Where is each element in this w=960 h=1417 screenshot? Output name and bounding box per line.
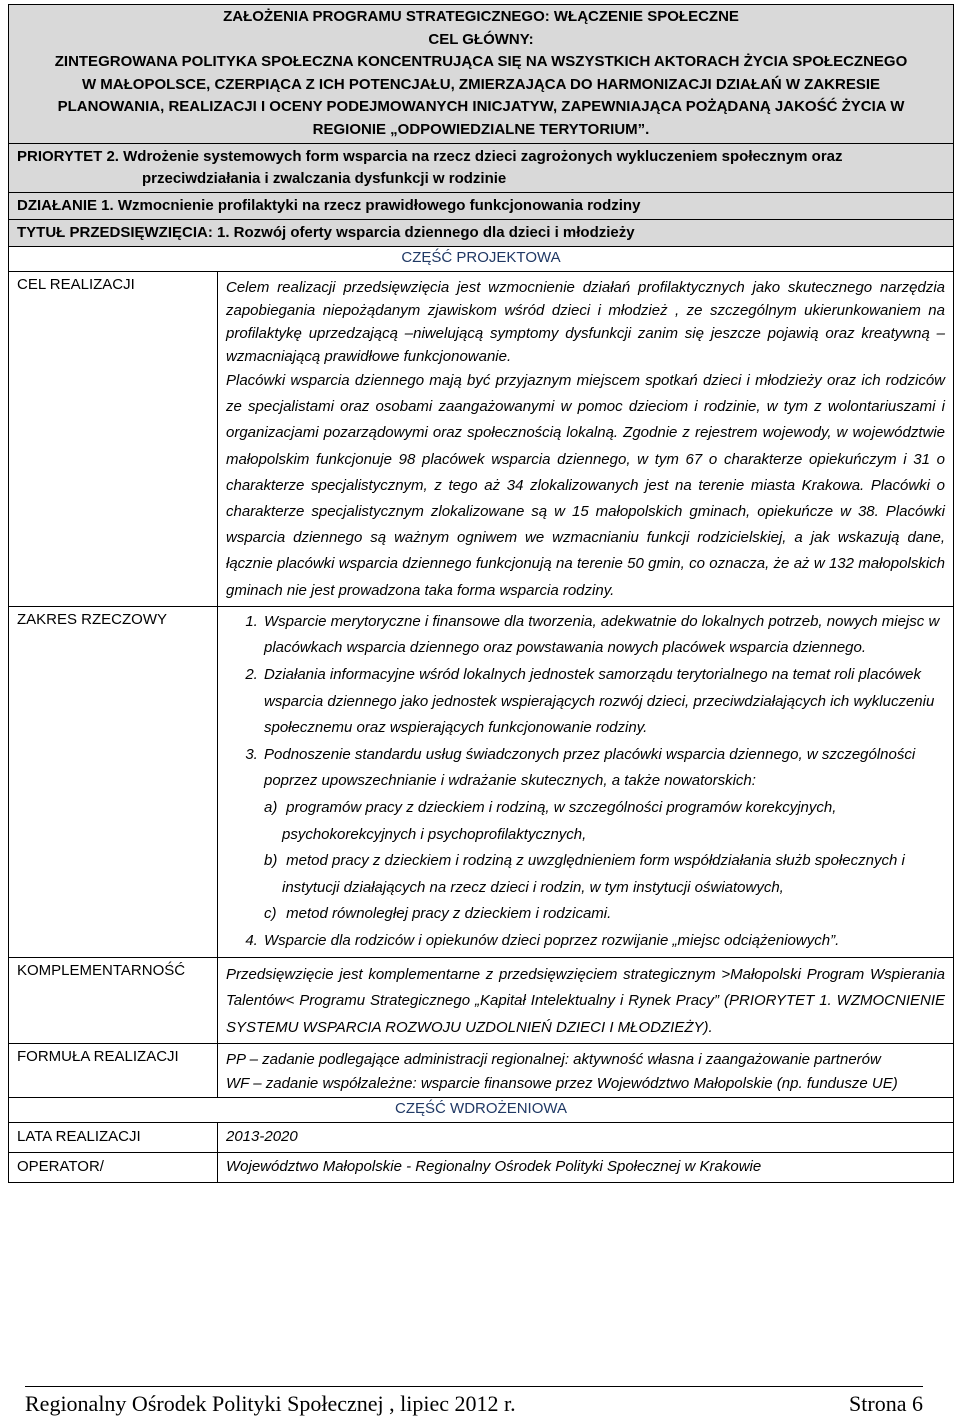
list-item: 1. Wsparcie merytoryczne i finansowe dla tworzenia, adekwatnie do lokalnych potrzeb, nowych miejsc w placówkach wsparcia dziennego oraz powstawania nowych placówek wsparcia dziennego.	[262, 609, 945, 662]
formula-value	[218, 1044, 954, 1098]
formula-line: PP – zadanie podlegające administracji regionalnej: aktywność własna i zaangażowanie partnerów	[226, 1051, 881, 1069]
main-goal-line: W MAŁOPOLSCE, CZERPIĄCA Z ICH POTENCJAŁU, ZMIERZAJĄCA DO HARMONIZACJI DZIAŁAŃ W ZAKRESIE	[81, 75, 881, 93]
section-impl-label: CZĘŚĆ WDROŻENIOWA	[9, 1098, 954, 1123]
priority-line: PRIORYTET 2. Wdrożenie systemowych form wsparcia na rzecz dzieci zagrożonych wykluczeniem społecznym oraz	[17, 148, 843, 165]
list-item: 4. Wsparcie dla rodziców i opiekunów dzieci poprzez rozwijanie „miejsc odciążeniowych”.	[262, 928, 945, 955]
cel-label: CEL REALIZACJI	[9, 272, 218, 607]
komplementarnosc-value: Przedsięwzięcie jest komplementarne z przedsięwzięciem strategicznym >Małopolski Program Wspierania Talentów< Programu Strategicznego „Kapitał Intelektualny i Rynek Pracy” (PRIORYTET 1. WZMOCNIENIE SYSTEMU WSPARCIA ROZWOJU UZDOLNIEŃ DZIECI I MŁODZIEŻY).	[218, 957, 954, 1044]
program-header	[9, 5, 954, 144]
komplementarnosc-label: KOMPLEMENTARNOŚĆ	[9, 957, 218, 1044]
cel-paragraph: Placówki wsparcia dziennego mają być przyjaznym miejscem spotkań dzieci i młodzieży oraz ich rodziców ze specjalistami oraz osobami zaangażowanymi w pomoc dzieciom i rodzinie, w tym z wolontariuszami i organizacjami pozarządowymi oraz społecznością lokalną. Zgodnie z rejestrem wojewody, w województwie małopolskim funkcjonuje 98 placówek wsparcia dziennego, w tym 67 o charakterze opiekuńczym i 31 o charakterze specjalistycznym, z tego aż 34 zlokalizowanych jest na terenie miasta Krakowa. Placówki o charakterze specjalistycznym zlokalizowane są w 15 małopolskich gminach, opiekuńcze w 38. Placówki wsparcia dziennego są ważnym ogniwem we wzmacnianiu funkcji rodzicielskiej, a jak wskazują dane, łącznie placówki wsparcia dziennego funkcjonują na terenie 50 gmin, co oznacza, że aż w 132 małopolskich gminach nie jest prowadzona taka forma wsparcia rodziny.	[226, 372, 945, 599]
priority-row	[9, 144, 954, 193]
main-goal-line: PLANOWANIA, REALIZACJI I OCENY PODEJMOWANYCH INICJATYW, ZAPEWNIAJĄCA POŻĄDANĄ JAKOŚĆ ŻYCIA W	[57, 98, 905, 115]
priority-line: przeciwdziałania i zwalczania dysfunkcji w rodzinie	[142, 170, 507, 187]
list-item: 2. Działania informacyjne wśród lokalnych jednostek samorządu terytorialnego na temat roli placówek wsparcia dziennego jako jednostek wspierających rozwój dzieci, przeciwdziałających ich wykluczeniu społecznemu oraz wspierających funkcjonowanie rodziny.	[262, 662, 945, 742]
formula-row	[9, 1044, 954, 1098]
page-footer	[25, 1386, 923, 1417]
sub-list-item	[264, 848, 945, 901]
action-row	[9, 193, 954, 220]
program-table	[8, 4, 954, 1183]
priority	[9, 144, 954, 193]
page-number: Strona 6	[849, 1391, 923, 1416]
sub-text: metod równoległej pracy z dzieckiem i rodzicami.	[286, 905, 612, 923]
section-project-label: CZĘŚĆ PROJEKTOWA	[9, 247, 954, 272]
cel-row	[9, 272, 954, 607]
formula-label: FORMUŁA REALIZACJI	[9, 1044, 218, 1098]
operator-row	[9, 1153, 954, 1183]
zakres-value	[218, 606, 954, 957]
document-page	[8, 4, 953, 1183]
sub-text: programów pracy z dzieckiem i rodziną, w szczególności programów korekcyjnych, psychokorekcyjnych i psychoprofilaktycznych,	[282, 798, 837, 843]
section-impl-row	[9, 1098, 954, 1123]
zakres-row	[9, 606, 954, 957]
cel-paragraph: Celem realizacji przedsięwzięcia jest wzmocnienie działań profilaktycznych jako skutecznego narzędzia zapobiegania niepożądanym zjawiskom wśród dzieci i młodzież , ze szczególnym ukierunkowaniem na profilaktykę uprzedzającą –niwelującą symptomy dysfunkcji zanim się jeszcze pojawią oraz kreatywną – wzmacniającą prawidłowe funkcjonowanie.	[226, 279, 945, 365]
main-goal-label: CEL GŁÓWNY:	[428, 30, 534, 48]
main-goal-line: REGIONIE „ODPOWIEDZIALNE TERYTORIUM”.	[312, 120, 650, 138]
project-title-row	[9, 220, 954, 247]
zakres-label: ZAKRES RZECZOWY	[9, 606, 218, 957]
project-title: TYTUŁ PRZEDSIĘWZIĘCIA: 1. Rozwój oferty wsparcia dziennego dla dzieci i młodzieży	[9, 220, 954, 247]
sub-list-item	[264, 901, 945, 928]
lata-row	[9, 1123, 954, 1153]
footer-left: Regionalny Ośrodek Polityki Społecznej , lipiec 2012 r.	[25, 1391, 516, 1416]
lata-value: 2013-2020	[218, 1123, 954, 1153]
header-row	[9, 5, 954, 144]
sub-text: metod pracy z dzieckiem i rodziną z uwzględnieniem form współdziałania służb społecznych i instytucji działających na rzecz dzieci i rodzin, w tym instytucji oświatowych,	[282, 852, 905, 896]
zakres-sublist	[264, 795, 945, 928]
list-item-text: Podnoszenie standardu usług świadczonych przez placówki wsparcia dziennego, w szczególności poprzez upowszechnianie i wdrażanie skutecznych, a także nowatorskich:	[264, 745, 916, 790]
komplementarnosc-row	[9, 957, 954, 1044]
lata-label: LATA REALIZACJI	[9, 1123, 218, 1153]
operator-value: Województwo Małopolskie - Regionalny Ośrodek Polityki Społecznej w Krakowie	[218, 1153, 954, 1183]
cel-value	[218, 272, 954, 607]
action: DZIAŁANIE 1. Wzmocnienie profilaktyki na rzecz prawidłowego funkcjonowania rodziny	[9, 193, 954, 220]
section-project-row	[9, 247, 954, 272]
sub-marker: c)	[264, 905, 277, 923]
main-goal-line: ZINTEGROWANA POLITYKA SPOŁECZNA KONCENTRUJĄCA SIĘ NA WSZYSTKICH AKTORACH ŻYCIA SPOŁECZNEGO	[54, 53, 908, 70]
sub-list-item	[264, 795, 945, 848]
list-item	[262, 742, 945, 928]
program-title: ZAŁOŻENIA PROGRAMU STRATEGICZNEGO: WŁĄCZENIE SPOŁECZNE	[223, 8, 739, 25]
zakres-list	[226, 609, 945, 955]
operator-label: OPERATOR/	[9, 1153, 218, 1183]
sub-marker: b)	[264, 852, 278, 870]
formula-line: WF – zadanie współzależne: wsparcie finansowe przez Województwo Małopolskie (np. fundusze UE)	[226, 1074, 898, 1092]
sub-marker: a)	[264, 798, 278, 816]
